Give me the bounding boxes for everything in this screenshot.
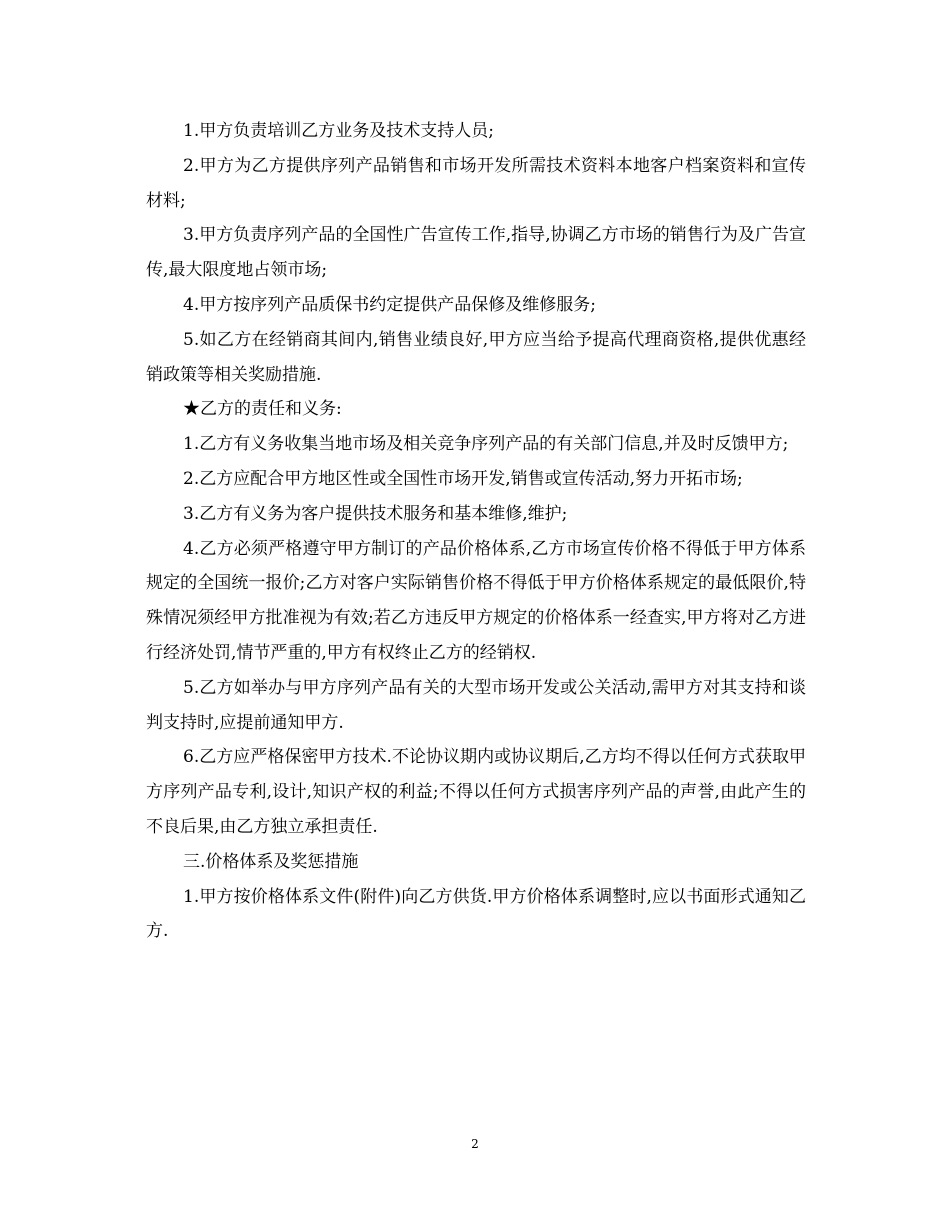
paragraph: 3.甲方负责序列产品的全国性广告宣传工作,指导,协调乙方市场的销售行为及广告宣传,最大限度地占领市场; (146, 225, 806, 281)
paragraph: 1.甲方按价格体系文件(附件)向乙方供货.甲方价格体系调整时,应以书面形式通知乙方. (146, 886, 806, 942)
paragraph: 6.乙方应严格保密甲方技术.不论协议期内或协议期后,乙方均不得以任何方式获取甲方序列产品专利,设计,知识产权的利益;不得以任何方式损害序列产品的声誉,由此产生的不良后果,由乙方独立承担责任. (146, 747, 806, 837)
paragraph: 4.乙方必须严格遵守甲方制订的产品价格体系,乙方市场宣传价格不得低于甲方体系规定的全国统一报价;乙方对客户实际销售价格不得低于甲方价格体系规定的最低限价,特殊情况须经甲方批准视为有效;若乙方违反甲方规定的价格体系一经查实,甲方将对乙方进行经济处罚,情节严重的,甲方有权终止乙方的经销权. (146, 538, 806, 663)
paragraph: 1.甲方负责培训乙方业务及技术支持人员; (183, 121, 494, 141)
page-number: 2 (471, 1137, 479, 1151)
paragraph: 3.乙方有义务为客户提供技术服务和基本维修,维护; (183, 503, 568, 524)
paragraph: 5.如乙方在经销商其间内,销售业绩良好,甲方应当给予提高代理商资格,提供优惠经销政策等相关奖励措施. (146, 329, 806, 385)
section-heading: ★乙方的责任和义务: (183, 399, 342, 420)
section-heading: 三.价格体系及奖惩措施 (183, 851, 359, 872)
paragraph: 2.甲方为乙方提供序列产品销售和市场开发所需技术资料本地客户档案资料和宣传材料; (146, 155, 806, 211)
paragraph: 5.乙方如举办与甲方序列产品有关的大型市场开发或公关活动,需甲方对其支持和谈判支持时,应提前通知甲方. (146, 677, 806, 733)
paragraph: 4.甲方按序列产品质保书约定提供产品保修及维修服务; (183, 294, 596, 315)
paragraph: 2.乙方应配合甲方地区性或全国性市场开发,销售或宣传活动,努力开拓市场; (183, 468, 743, 489)
document-body (146, 114, 806, 949)
paragraph: 1.乙方有义务收集当地市场及相关竞争序列产品的有关部门信息,并及时反馈甲方; (183, 434, 789, 455)
